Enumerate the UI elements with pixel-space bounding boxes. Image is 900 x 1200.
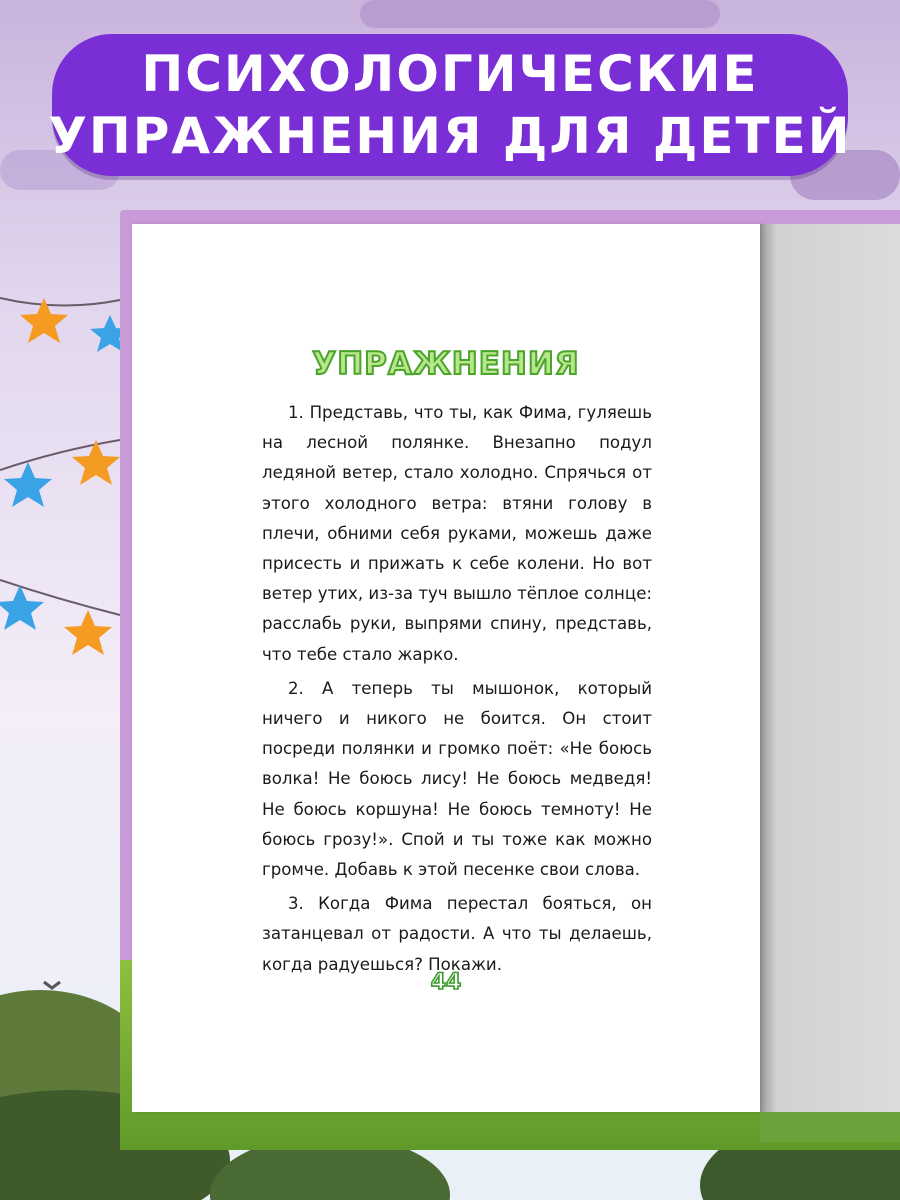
- exercise-text: [262, 398, 652, 984]
- exercise-paragraph-3: 3. Когда Фима перестал бояться, он затанцевал от радости. А что ты делаешь, когда радуешься? Покажи.: [262, 894, 652, 974]
- exercise-paragraph-2: 2. А теперь ты мышонок, который ничего и никого не боится. Он стоит посреди полянки и громко поёт: «Не боюсь волка! Не боюсь лису! Не боюсь медведя! Не боюсь коршуна! Не боюсь темноту! Не боюсь грозу!». Спой и ты тоже как можно громче. Добавь к этой песенке свои слова.: [262, 678, 652, 880]
- banner-title-line-2: УПРАЖНЕНИЯ ДЛЯ ДЕТЕЙ: [48, 107, 852, 165]
- star-icon: [0, 298, 130, 655]
- page-number: 44: [430, 970, 462, 995]
- exercise-paragraph-1: 1. Представь, что ты, как Фима, гуляешь на лесной полянке. Внезапно подул ледяной ветер, стало холодно. Спрячься от этого холодного ветра: втяни голову в плечи, обними себя руками, можешь даже присесть и прижать к себе колени. Но вот ветер утих, из-за туч вышло тёплое солнце: расслабь руки, выпрями спину, представь, что тебе стало жарко.: [262, 403, 652, 664]
- header-banner: [48, 34, 852, 176]
- sky-brush-stroke: [360, 0, 720, 28]
- book-cover-edge: [760, 1112, 900, 1142]
- book-next-page-edge: [760, 224, 900, 1112]
- banner-title-line-1: ПСИХОЛОГИЧЕСКИЕ: [141, 45, 759, 103]
- page-heading: УПРАЖНЕНИЯ: [312, 346, 580, 382]
